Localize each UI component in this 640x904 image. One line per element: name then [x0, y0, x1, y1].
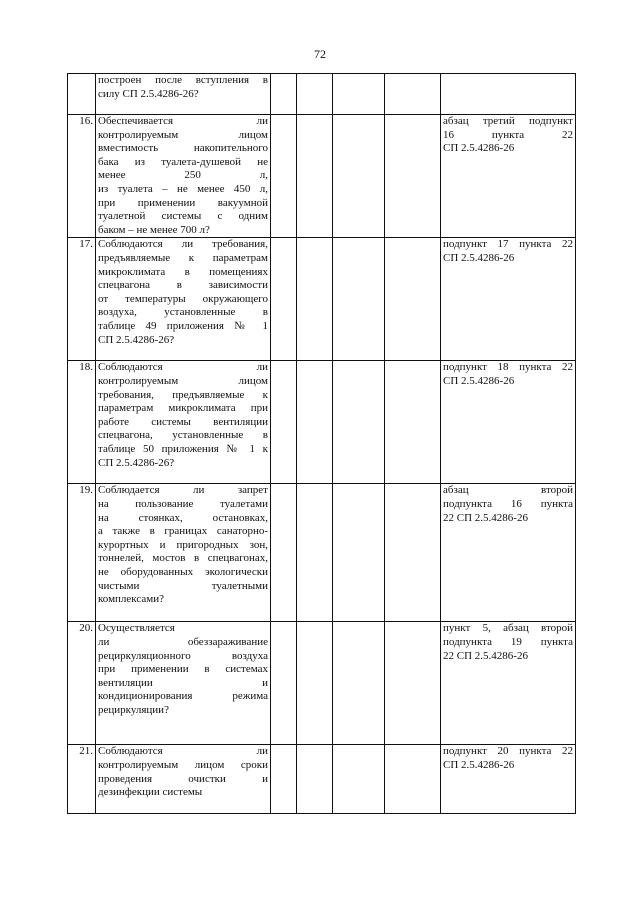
question-cell — [96, 115, 271, 238]
question-line: на пользование туалетами — [98, 497, 268, 510]
question-line: Осуществляется — [98, 622, 175, 635]
question-line: спецвагона, установленные в — [98, 429, 268, 442]
legal-reference-cell — [441, 238, 576, 361]
question-line: таблице 50 приложения № 1 к — [98, 442, 268, 455]
question-cell — [96, 622, 271, 745]
answer-yes-cell — [271, 622, 297, 745]
table-row — [68, 115, 576, 238]
question-line: при применении в системах — [98, 663, 268, 676]
table-row — [68, 361, 576, 484]
answer-yes-cell — [271, 745, 297, 814]
question-line: контролируемым лицом — [98, 128, 268, 141]
legal-reference-cell — [441, 361, 576, 484]
reference-line: СП 2.5.4286-26 — [443, 142, 515, 155]
answer-no-cell — [297, 361, 333, 484]
question-line: от температуры окружающего — [98, 292, 268, 305]
answer-no-cell — [297, 74, 333, 115]
item-number: 17. — [68, 238, 96, 361]
note-cell — [385, 745, 441, 814]
question-line: при применении вакуумной — [98, 196, 268, 209]
answer-yes-cell — [271, 238, 297, 361]
question-line: СП 2.5.4286-26? — [98, 333, 175, 346]
question-line: Обеспечивается ли — [98, 115, 268, 127]
reference-line: СП 2.5.4286-26 — [443, 758, 515, 771]
reference-line: подпункт 18 пункта 22 — [443, 361, 573, 374]
question-line: менее 250 л, — [98, 169, 268, 182]
answer-no-cell — [297, 115, 333, 238]
question-line: контролируемым лицом — [98, 374, 268, 387]
not-applicable-cell — [333, 745, 385, 814]
question-line: проведения очистки и — [98, 772, 268, 785]
question-line: Соблюдаются ли — [98, 361, 268, 374]
answer-yes-cell — [271, 74, 297, 115]
checklist-table — [67, 73, 576, 814]
reference-line: 16 пункта 22 — [443, 128, 573, 141]
question-line: рециркуляционного воздуха — [98, 649, 268, 662]
legal-reference-cell — [441, 74, 576, 115]
note-cell — [385, 238, 441, 361]
question-line: силу СП 2.5.4286-26? — [98, 87, 199, 100]
question-line: воздуха, установленные в — [98, 306, 268, 319]
question-line: Соблюдаются ли требования, — [98, 238, 268, 251]
question-line: таблице 49 приложения № 1 — [98, 319, 268, 332]
not-applicable-cell — [333, 361, 385, 484]
page-number: 72 — [314, 47, 326, 61]
note-cell — [385, 622, 441, 745]
reference-line: подпункта 16 пункта — [443, 497, 573, 510]
question-cell — [96, 238, 271, 361]
question-line: дезинфекции системы — [98, 786, 203, 799]
legal-reference-cell — [441, 115, 576, 238]
not-applicable-cell — [333, 484, 385, 622]
reference-line: абзац второй — [443, 484, 573, 497]
table-body — [68, 74, 576, 814]
item-number: 18. — [68, 361, 96, 484]
note-cell — [385, 361, 441, 484]
question-line: построен после вступления в — [98, 74, 268, 86]
question-line: СП 2.5.4286-26? — [98, 456, 175, 469]
question-line: Соблюдаются ли — [98, 745, 268, 758]
question-line: предъявляемые к параметрам — [98, 251, 268, 264]
question-cell — [96, 74, 271, 115]
question-line: а также в границах санаторно- — [98, 525, 268, 538]
answer-yes-cell — [271, 484, 297, 622]
question-line: курортных и пригородных зон, — [98, 538, 268, 551]
reference-line: пункт 5, абзац второй — [443, 622, 573, 635]
table-row — [68, 745, 576, 814]
question-line: ли обеззараживание — [98, 635, 268, 648]
not-applicable-cell — [333, 74, 385, 115]
table-row — [68, 484, 576, 622]
question-line: работе системы вентиляции — [98, 415, 268, 428]
question-line: Соблюдается ли запрет — [98, 484, 268, 497]
reference-line: абзац третий подпункт — [443, 115, 573, 127]
question-cell — [96, 484, 271, 622]
answer-yes-cell — [271, 115, 297, 238]
question-line: спецвагона в зависимости — [98, 279, 268, 292]
question-line: параметрам микроклимата при — [98, 402, 268, 415]
question-line: требования, предъявляемые к — [98, 388, 268, 401]
answer-no-cell — [297, 622, 333, 745]
reference-line: 22 СП 2.5.4286-26 — [443, 511, 528, 524]
question-cell — [96, 745, 271, 814]
question-line: вентиляции и — [98, 676, 268, 689]
question-line: рециркуляции? — [98, 703, 169, 716]
answer-no-cell — [297, 745, 333, 814]
answer-no-cell — [297, 238, 333, 361]
item-number — [68, 74, 96, 115]
reference-line: 22 СП 2.5.4286-26 — [443, 649, 528, 662]
question-line: туалетной системы с одним — [98, 210, 268, 223]
question-cell — [96, 361, 271, 484]
item-number: 20. — [68, 622, 96, 745]
question-line: чистыми туалетными — [98, 579, 268, 592]
item-number: 21. — [68, 745, 96, 814]
question-line: бака из туалета-душевой не — [98, 155, 268, 168]
question-line: вместимость накопительного — [98, 142, 268, 155]
question-line: микроклимата в помещениях — [98, 265, 268, 278]
question-line: комплексами? — [98, 593, 164, 606]
reference-line: подпункт 20 пункта 22 — [443, 745, 573, 758]
answer-no-cell — [297, 484, 333, 622]
not-applicable-cell — [333, 115, 385, 238]
question-line: на стоянках, остановках, — [98, 511, 268, 524]
note-cell — [385, 484, 441, 622]
question-line: не оборудованных экологически — [98, 565, 268, 578]
reference-line: СП 2.5.4286-26 — [443, 251, 515, 264]
note-cell — [385, 115, 441, 238]
item-number: 16. — [68, 115, 96, 238]
question-line: баком – не менее 700 л? — [98, 223, 210, 236]
reference-line: подпункт 17 пункта 22 — [443, 238, 573, 251]
not-applicable-cell — [333, 622, 385, 745]
question-line: тоннелей, мостов в спецвагонах, — [98, 552, 268, 565]
legal-reference-cell — [441, 745, 576, 814]
note-cell — [385, 74, 441, 115]
not-applicable-cell — [333, 238, 385, 361]
legal-reference-cell — [441, 484, 576, 622]
question-line: кондиционирования режима — [98, 690, 268, 703]
reference-line: подпункта 19 пункта — [443, 635, 573, 648]
question-line: контролируемым лицом сроки — [98, 758, 268, 771]
table-row — [68, 238, 576, 361]
table-row — [68, 74, 576, 115]
reference-line: СП 2.5.4286-26 — [443, 374, 515, 387]
answer-yes-cell — [271, 361, 297, 484]
legal-reference-cell — [441, 622, 576, 745]
table-row — [68, 622, 576, 745]
question-line: из туалета – не менее 450 л, — [98, 182, 268, 195]
item-number: 19. — [68, 484, 96, 622]
